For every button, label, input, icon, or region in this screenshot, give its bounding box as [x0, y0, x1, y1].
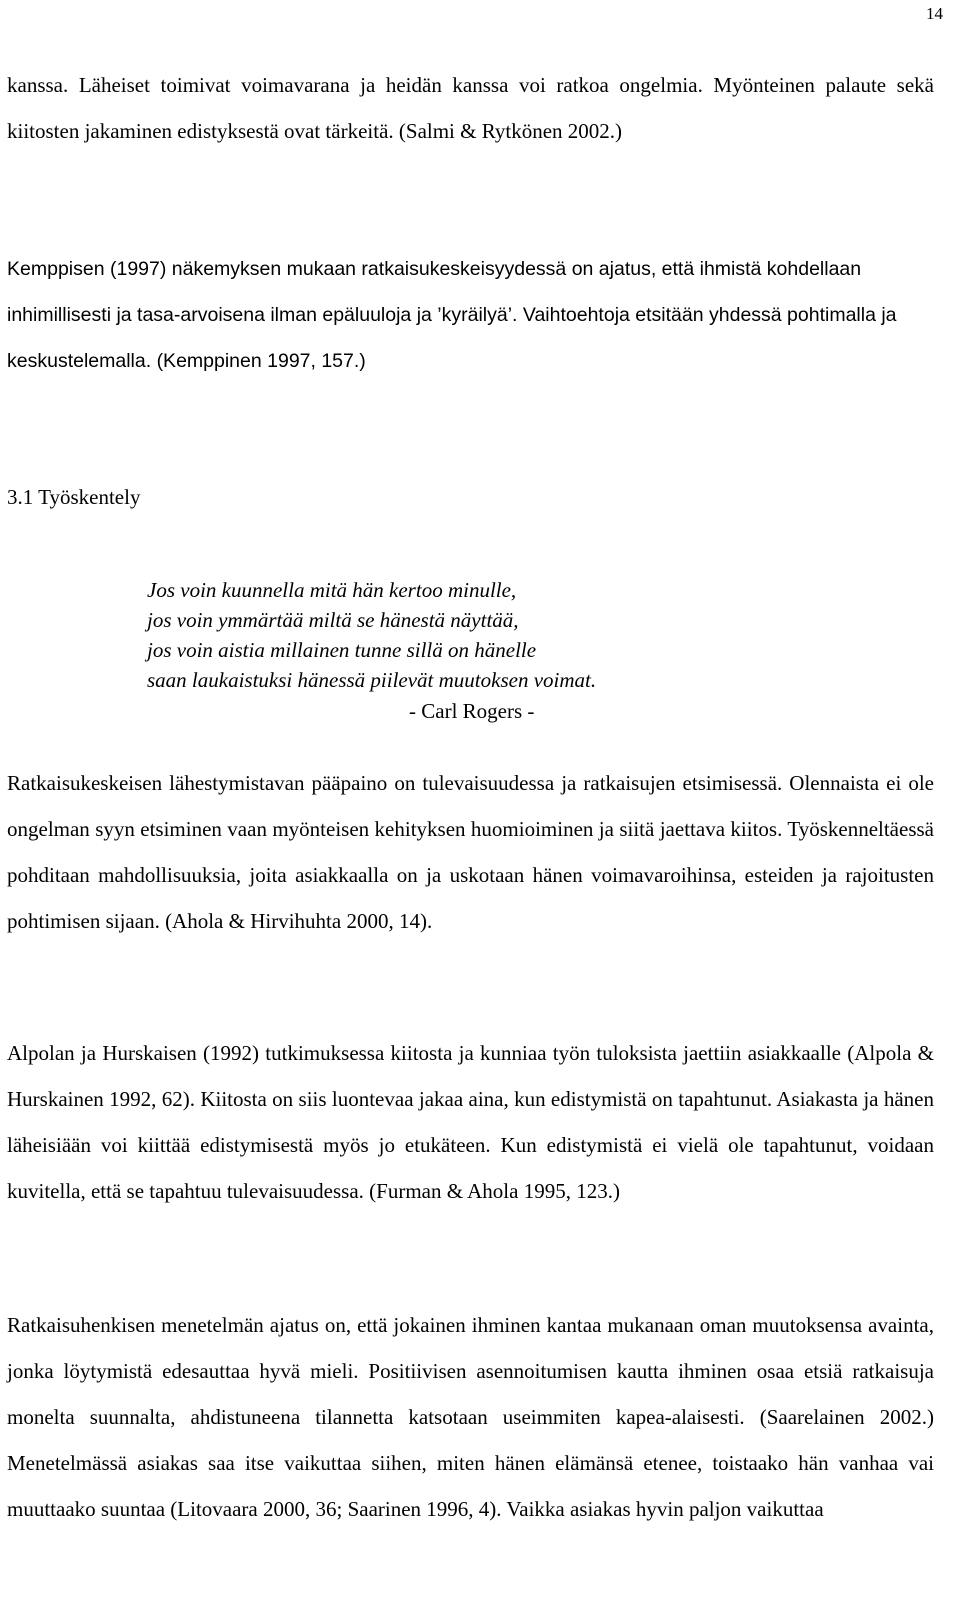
section-heading: 3.1 Työskentely [7, 485, 141, 509]
epigraph-quote [147, 575, 847, 695]
page-number: 14 [926, 4, 943, 23]
paragraph-5: Ratkaisuhenkisen menetelmän ajatus on, että jokainen ihminen kantaa mukanaan oman muutoksensa avainta, jonka löytymistä edesauttaa hyvä mieli. Positiivisen asennoitumisen kautta ihminen osaa etsiä ratkaisuja monelta suunnalta, ahdistuneena tilannetta katsotaan useimmiten kapea-alaisesti. (Saarelainen 2002.) Menetelmässä asiakas saa itse vaikuttaa siihen, miten hänen elämänsä etenee, toistaako hän vanhaa vai muuttaako suuntaa (Litovaara 2000, 36; Saarinen 1996, 4). Vaikka asiakas hyvin paljon vaikuttaa [7, 1313, 934, 1521]
quote-attribution: - Carl Rogers - [409, 699, 535, 723]
paragraph-1: kanssa. Läheiset toimivat voimavarana ja heidän kanssa voi ratkoa ongelmia. Myönteinen palaute sekä kiitosten jakaminen edistyksestä ovat tärkeitä. (Salmi & Rytkönen 2002.) [7, 73, 934, 143]
paragraph-2: Kemppisen (1997) näkemyksen mukaan ratkaisukeskeisyydessä on ajatus, että ihmistä kohdellaan inhimillisesti ja tasa-arvoisena ilman epäluuloja ja ’kyräilyä’. Vaihtoehtoja etsitään yhdessä pohtimalla ja keskustelemalla. (Kemppinen 1997, 157.) [7, 258, 897, 372]
quote-line: jos voin ymmärtää miltä se hänestä näyttää, [147, 608, 519, 632]
quote-line: saan laukaistuksi hänessä piilevät muutoksen voimat. [147, 668, 597, 692]
paragraph-4: Alpolan ja Hurskaisen (1992) tutkimuksessa kiitosta ja kunniaa työn tuloksista jaettiin asiakkaalle (Alpola & Hurskainen 1992, 62). Kiitosta on siis luontevaa jakaa aina, kun edistymistä on tapahtunut. Asiakasta ja hänen läheisiään voi kiittää edistymisestä myös jo etukäteen. Kun edistymistä ei vielä ole tapahtunut, voidaan kuvitella, että se tapahtuu tulevaisuudessa. (Furman & Ahola 1995, 123.) [7, 1041, 934, 1203]
quote-line: jos voin aistia millainen tunne sillä on hänelle [147, 638, 537, 662]
paragraph-3: Ratkaisukeskeisen lähestymistavan pääpaino on tulevaisuudessa ja ratkaisujen etsimisessä. Olennaista ei ole ongelman syyn etsiminen vaan myönteisen kehityksen huomioiminen ja siitä jaettava kiitos. Työskenneltäessä pohditaan mahdollisuuksia, joita asiakkaalla on ja uskotaan hänen voimavaroihinsa, esteiden ja rajoitusten pohtimisen sijaan. (Ahola & Hirvihuhta 2000, 14). [7, 771, 934, 933]
quote-line: Jos voin kuunnella mitä hän kertoo minulle, [147, 578, 517, 602]
